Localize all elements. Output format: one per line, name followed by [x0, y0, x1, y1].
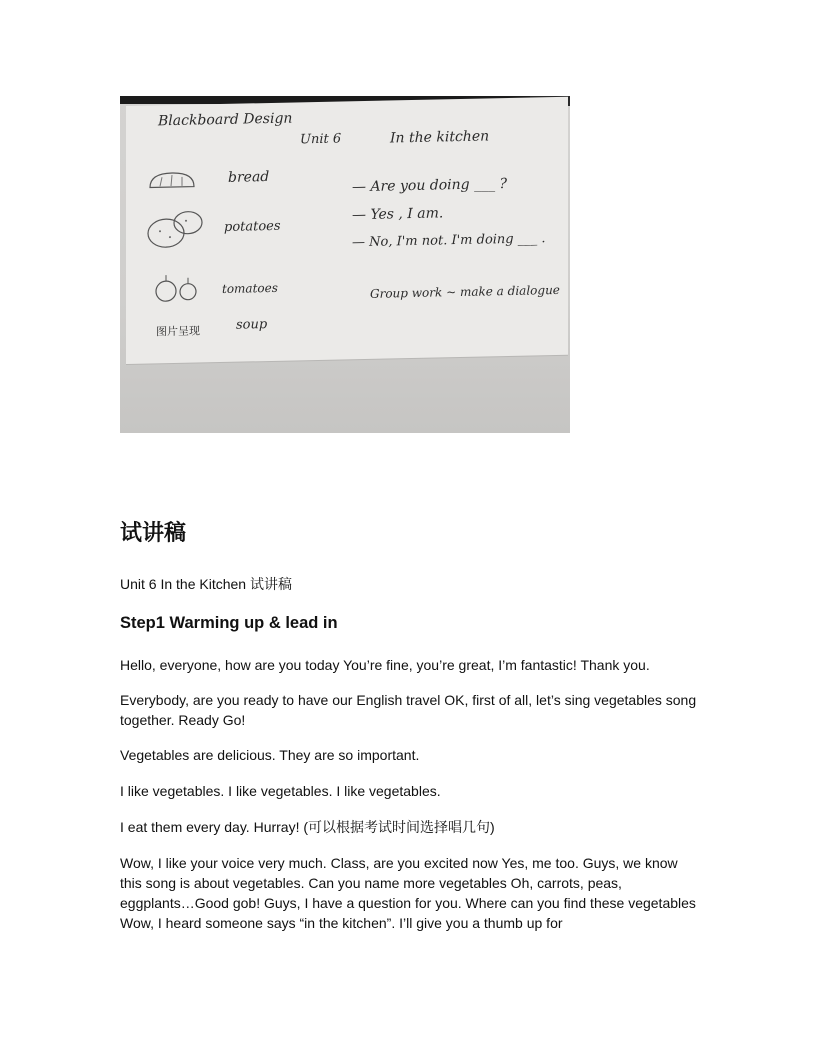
blackboard-photo	[120, 96, 570, 433]
dialogue-line-2: — Yes , I am.	[352, 205, 444, 224]
page-heading: 试讲稿	[120, 521, 187, 546]
word-bread: bread	[228, 168, 270, 186]
board-picture-note: 图片呈现	[156, 324, 200, 339]
group-work-note: Group work ~ make a dialogue	[370, 282, 560, 301]
tomatoes-drawing	[152, 270, 202, 305]
paragraph-1: Hello, everyone, how are you today You’re fine, you’re great, I’m fantastic! Thank you.	[120, 657, 650, 673]
potatoes-drawing	[144, 204, 206, 253]
paragraph-6: Wow, I like your voice very much. Class, are you excited now Yes, me too. Guys, we know this song is about vegetables. Can you name more vegetables Oh, carrots, peas, eggplants…Good gob! Guys, I have a question for you. Where can you find these vegetables Wow, I heard someone says “in the kitchen”. I’ll give you a thumb up for	[120, 855, 696, 931]
paragraph-5: I eat them every day. Hurray! (可以根据考试时间选择唱几句)	[120, 819, 495, 835]
unit-subline: Unit 6 In the Kitchen 试讲稿	[120, 576, 292, 592]
word-soup: soup	[236, 317, 268, 333]
board-unit: Unit 6	[300, 131, 342, 148]
dialogue-line-1: — Are you doing ___ ?	[352, 176, 508, 196]
board-title: Blackboard Design	[158, 110, 293, 130]
paragraph-4: I like vegetables. I like vegetables. I like vegetables.	[120, 783, 441, 799]
step1-title: Step1 Warming up & lead in	[120, 614, 338, 632]
paragraph-3: Vegetables are delicious. They are so important.	[120, 747, 420, 763]
paragraph-2: Everybody, are you ready to have our English travel OK, first of all, let’s sing vegetables song together. Ready Go!	[120, 692, 697, 728]
board-topic: In the kitchen	[390, 128, 490, 147]
word-potatoes: potatoes	[224, 218, 281, 235]
word-tomatoes: tomatoes	[222, 280, 278, 296]
bread-drawing	[146, 168, 198, 193]
blackboard-paper	[126, 97, 568, 364]
dialogue-line-3: — No, I'm not. I'm doing ___ .	[352, 231, 546, 251]
